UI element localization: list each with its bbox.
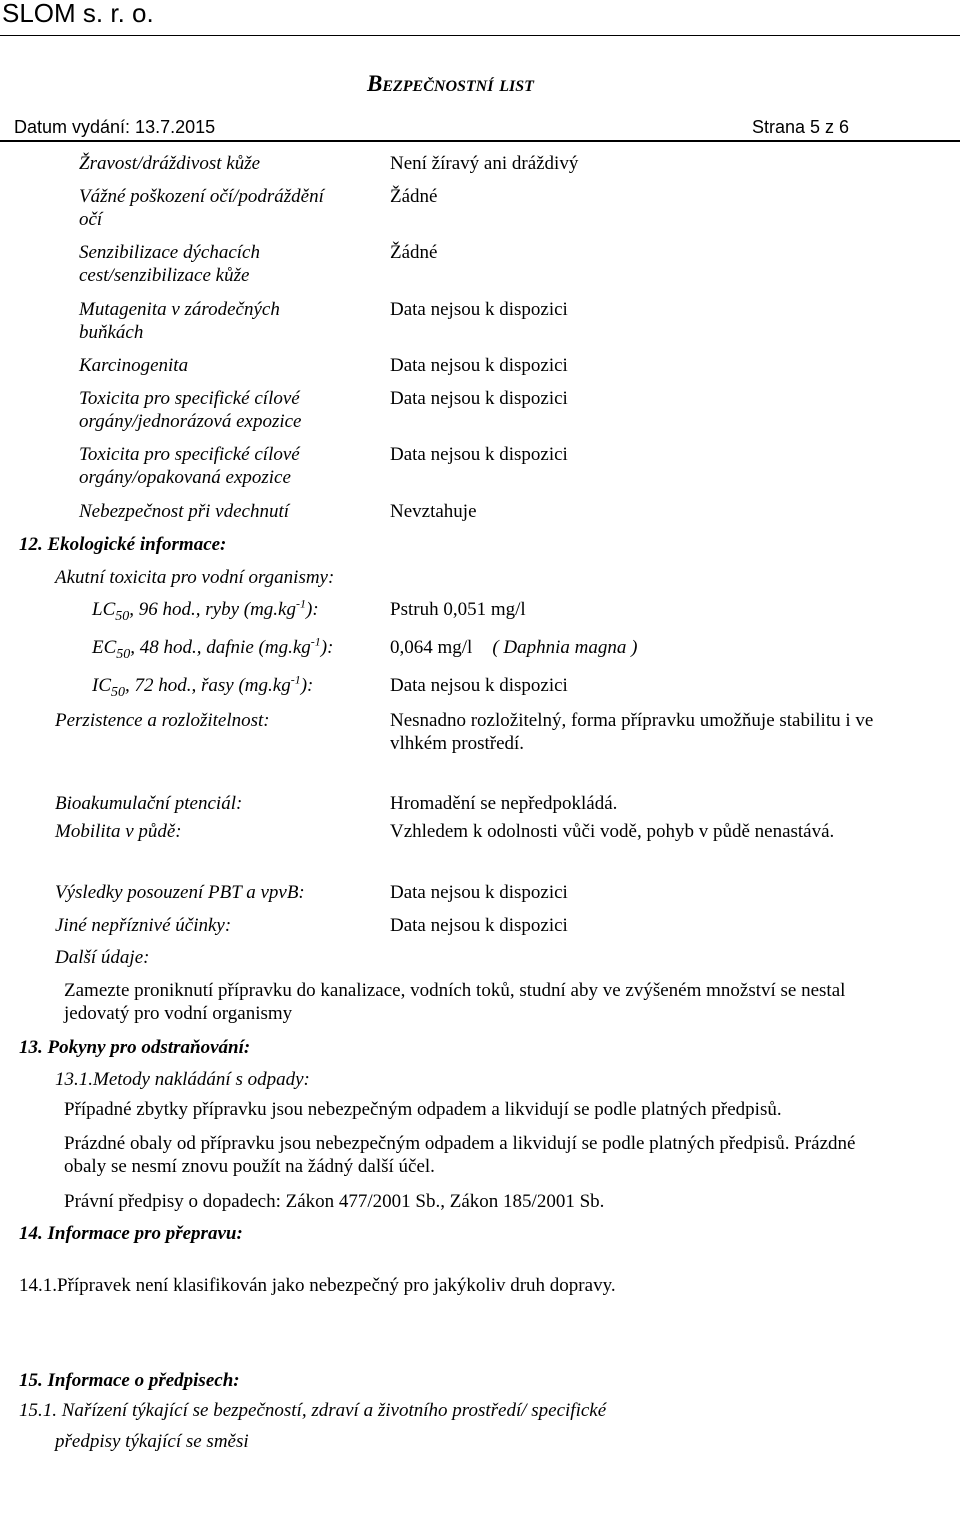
carcinogenicity-label: Karcinogenita [79, 355, 189, 376]
stot-single-value: Data nejsou k dispozici [390, 388, 568, 409]
mutagenicity-value: Data nejsou k dispozici [390, 299, 568, 320]
pbt-value: Data nejsou k dispozici [390, 882, 568, 903]
aspiration-value: Nevztahuje [390, 501, 477, 522]
lc50-value: Pstruh 0,051 mg/l [390, 599, 526, 620]
transport-text: 14.1.Přípravek není klasifikován jako nebezpečný pro jakýkoliv druh dopravy. [19, 1275, 616, 1296]
company-name: SLOM s. r. o. [2, 0, 154, 28]
ic50-value: Data nejsou k dispozici [390, 675, 568, 696]
aquatic-toxicity-label: Akutní toxicita pro vodní organismy: [55, 567, 335, 588]
mobility-label: Mobilita v půdě: [55, 821, 182, 842]
ic50-label: $IC_{50}$, 72 hod., řasy $(mg.kg^{-1})$: [92, 672, 314, 700]
page-number: Strana 5 z 6 [752, 117, 850, 137]
other-effects-value: Data nejsou k dispozici [390, 915, 568, 936]
eye-damage-value: Žádné [390, 186, 438, 207]
waste-methods-heading: 13.1.Metody nakládání s odpady: [55, 1069, 310, 1090]
further-info-line2: jedovatý pro vodní organismy [64, 1003, 293, 1024]
eye-damage-label-line1: Vážné poškození očí/podráždění [79, 186, 324, 207]
section-14-heading: 14. Informace pro přepravu: [19, 1223, 243, 1244]
stot-single-label-line2: orgány/jednorázová expozice [79, 411, 302, 432]
other-effects-label: Jiné nepříznivé účinky: [55, 915, 232, 936]
regulations-line2: předpisy týkající se směsi [55, 1431, 249, 1452]
issue-date: Datum vydání: 13.7.2015 [14, 117, 216, 137]
waste-paragraph-2-line1: Prázdné obaly od přípravku jsou nebezpečným odpadem a likvidují se podle platných předpisů. Prázdné [64, 1133, 856, 1154]
section-13-heading: 13. Pokyny pro odstraňování: [19, 1037, 251, 1058]
ec50-species: ( Daphnia magna ) [492, 637, 638, 658]
sensitisation-label-line1: Senzibilizace dýchacích [79, 242, 260, 263]
section-15-heading: 15. Informace o předpisech: [19, 1370, 240, 1391]
persistence-value-line2: vlhkém prostředí. [390, 733, 525, 754]
stot-repeated-value: Data nejsou k dispozici [390, 444, 568, 465]
mutagenicity-label-line2: buňkách [79, 322, 144, 343]
regulations-line1: 15.1. Nařízení týkající se bezpečností, zdraví a životního prostředí/ specifické [19, 1400, 607, 1421]
stot-repeated-label-line2: orgány/opakovaná expozice [79, 467, 291, 488]
waste-paragraph-1: Případné zbytky přípravku jsou nebezpečným odpadem a likvidují se podle platných předpisů. [64, 1099, 782, 1120]
stot-repeated-label-line1: Toxicita pro specifické cílové [79, 444, 300, 465]
further-info-line1: Zamezte proniknutí přípravku do kanalizace, vodních toků, studní aby ve zvýšeném množství se nestal [64, 980, 846, 1001]
section-12-heading: 12. Ekologické informace: [19, 534, 227, 555]
ec50-value: 0,064 mg/l ( Daphnia magna ) [390, 637, 638, 658]
bioaccumulation-label: Bioakumulační ptenciál: [55, 793, 243, 814]
mutagenicity-label-line1: Mutagenita v zárodečných [79, 299, 280, 320]
skin-corrosion-value: Není žíravý ani dráždivý [390, 153, 579, 174]
sensitisation-label-line2: cest/senzibilizace kůže [79, 265, 250, 286]
meta-divider [0, 140, 960, 142]
skin-corrosion-label: Žravost/dráždivost kůže [79, 153, 261, 174]
bioaccumulation-value: Hromadění se nepředpokládá. [390, 793, 618, 814]
sensitisation-value: Žádné [390, 242, 438, 263]
pbt-label: Výsledky posouzení PBT a vpvB: [55, 882, 305, 903]
header-divider [0, 35, 960, 36]
waste-paragraph-2-line2: obaly se nesmí znovu použít na žádný další účel. [64, 1156, 435, 1177]
ec50-label: $EC_{50}$, 48 hod., dafnie $(mg.kg^{-1})$: [92, 634, 334, 662]
eye-damage-label-line2: očí [79, 209, 103, 230]
document-title: Bezpečnostní list [367, 71, 534, 96]
carcinogenicity-value: Data nejsou k dispozici [390, 355, 568, 376]
lc50-label: $LC_{50}$, 96 hod., ryby $(mg.kg^{-1})$: [92, 596, 319, 624]
further-info-label: Další údaje: [55, 947, 150, 968]
waste-paragraph-3: Právní předpisy o dopadech: Zákon 477/2001 Sb., Zákon 185/2001 Sb. [64, 1191, 605, 1212]
aspiration-label: Nebezpečnost při vdechnutí [79, 501, 290, 522]
persistence-label: Perzistence a rozložitelnost: [55, 710, 270, 731]
persistence-value-line1: Nesnadno rozložitelný, forma přípravku umožňuje stabilitu i ve [390, 710, 874, 731]
stot-single-label-line1: Toxicita pro specifické cílové [79, 388, 300, 409]
mobility-value: Vzhledem k odolnosti vůči vodě, pohyb v půdě nenastává. [390, 821, 835, 842]
